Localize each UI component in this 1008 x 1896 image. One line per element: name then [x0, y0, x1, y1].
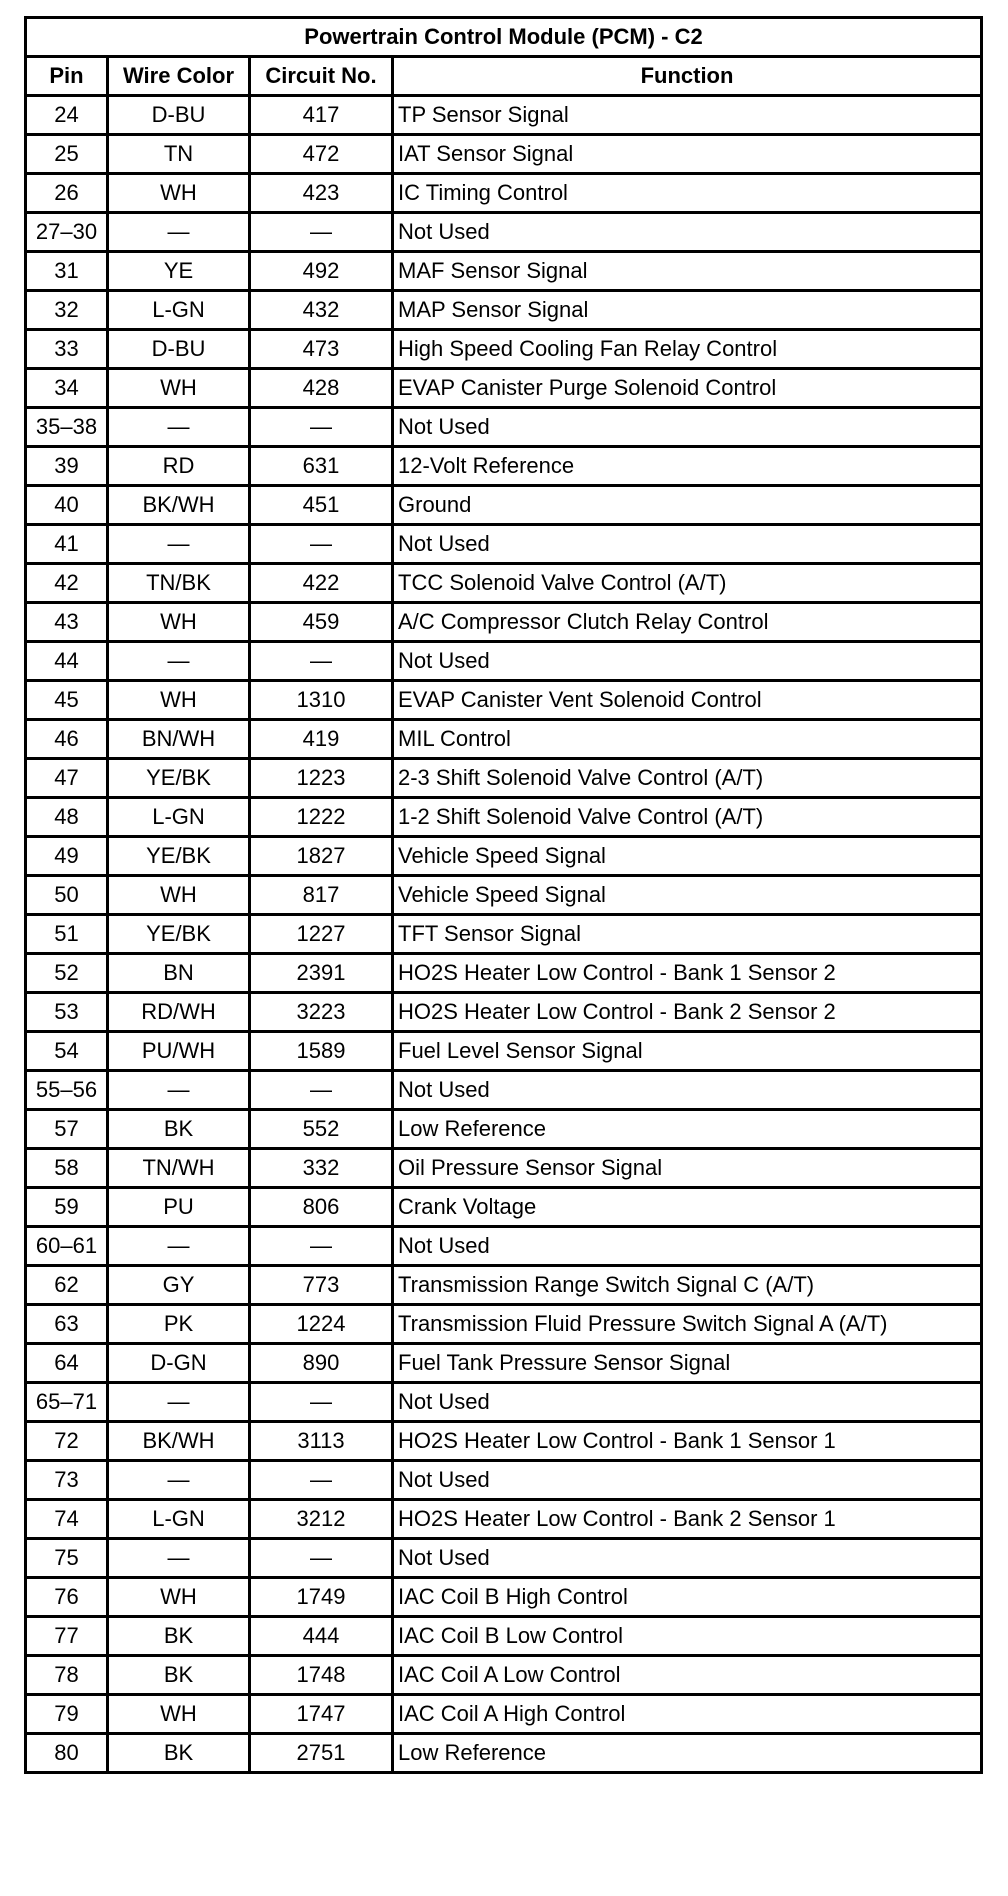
wire-color-cell: BN/WH: [108, 720, 250, 759]
pin-cell: 52: [26, 954, 108, 993]
table-title: Powertrain Control Module (PCM) - C2: [26, 18, 982, 57]
function-cell: Not Used: [393, 408, 982, 447]
circuit-number-cell: —: [250, 1383, 393, 1422]
pin-cell: 59: [26, 1188, 108, 1227]
circuit-number-cell: 473: [250, 330, 393, 369]
pin-cell: 76: [26, 1578, 108, 1617]
circuit-number-cell: 890: [250, 1344, 393, 1383]
wire-color-cell: WH: [108, 681, 250, 720]
circuit-number-cell: 3212: [250, 1500, 393, 1539]
table-row: [26, 252, 982, 291]
pin-cell: 57: [26, 1110, 108, 1149]
table-row: [26, 1734, 982, 1773]
function-cell: IAC Coil A High Control: [393, 1695, 982, 1734]
function-cell: TCC Solenoid Valve Control (A/T): [393, 564, 982, 603]
pin-cell: 24: [26, 96, 108, 135]
wire-color-cell: GY: [108, 1266, 250, 1305]
table-row: [26, 1344, 982, 1383]
circuit-number-cell: 1748: [250, 1656, 393, 1695]
table-row: [26, 798, 982, 837]
table-header-row: [26, 57, 982, 96]
circuit-number-cell: —: [250, 408, 393, 447]
pin-cell: 41: [26, 525, 108, 564]
table-row: [26, 759, 982, 798]
table-row: [26, 1383, 982, 1422]
circuit-number-cell: 332: [250, 1149, 393, 1188]
wire-color-cell: BK/WH: [108, 1422, 250, 1461]
header-circuit-no: Circuit No.: [250, 57, 393, 96]
wire-color-cell: TN/BK: [108, 564, 250, 603]
circuit-number-cell: 422: [250, 564, 393, 603]
pin-cell: 58: [26, 1149, 108, 1188]
table-row: [26, 1227, 982, 1266]
pin-cell: 32: [26, 291, 108, 330]
function-cell: 2-3 Shift Solenoid Valve Control (A/T): [393, 759, 982, 798]
pin-cell: 65–71: [26, 1383, 108, 1422]
circuit-number-cell: 1222: [250, 798, 393, 837]
function-cell: TP Sensor Signal: [393, 96, 982, 135]
pin-cell: 47: [26, 759, 108, 798]
function-cell: HO2S Heater Low Control - Bank 1 Sensor 2: [393, 954, 982, 993]
circuit-number-cell: —: [250, 1227, 393, 1266]
pin-cell: 62: [26, 1266, 108, 1305]
circuit-number-cell: —: [250, 213, 393, 252]
wire-color-cell: —: [108, 525, 250, 564]
function-cell: Not Used: [393, 1227, 982, 1266]
function-cell: MIL Control: [393, 720, 982, 759]
wire-color-cell: —: [108, 213, 250, 252]
pin-cell: 54: [26, 1032, 108, 1071]
function-cell: Low Reference: [393, 1734, 982, 1773]
table-row: [26, 876, 982, 915]
function-cell: HO2S Heater Low Control - Bank 2 Sensor 1: [393, 1500, 982, 1539]
circuit-number-cell: 817: [250, 876, 393, 915]
table-row: [26, 1539, 982, 1578]
circuit-number-cell: 444: [250, 1617, 393, 1656]
pin-cell: 42: [26, 564, 108, 603]
header-function: Function: [393, 57, 982, 96]
circuit-number-cell: 773: [250, 1266, 393, 1305]
function-cell: Not Used: [393, 1383, 982, 1422]
wire-color-cell: RD/WH: [108, 993, 250, 1032]
wire-color-cell: BK: [108, 1110, 250, 1149]
wire-color-cell: D-GN: [108, 1344, 250, 1383]
pin-cell: 43: [26, 603, 108, 642]
wire-color-cell: PK: [108, 1305, 250, 1344]
table-row: [26, 1188, 982, 1227]
function-cell: Oil Pressure Sensor Signal: [393, 1149, 982, 1188]
pin-cell: 73: [26, 1461, 108, 1500]
table-row: [26, 369, 982, 408]
function-cell: EVAP Canister Vent Solenoid Control: [393, 681, 982, 720]
function-cell: IAC Coil A Low Control: [393, 1656, 982, 1695]
wire-color-cell: TN: [108, 135, 250, 174]
wire-color-cell: —: [108, 1539, 250, 1578]
table-row: [26, 1578, 982, 1617]
table-row: [26, 642, 982, 681]
function-cell: MAF Sensor Signal: [393, 252, 982, 291]
pin-cell: 34: [26, 369, 108, 408]
pin-cell: 51: [26, 915, 108, 954]
wire-color-cell: L-GN: [108, 1500, 250, 1539]
table-body: [26, 96, 982, 1773]
header-pin: Pin: [26, 57, 108, 96]
wire-color-cell: —: [108, 1071, 250, 1110]
pin-cell: 46: [26, 720, 108, 759]
pin-table: [24, 16, 983, 1774]
circuit-number-cell: —: [250, 1539, 393, 1578]
pin-cell: 50: [26, 876, 108, 915]
wire-color-cell: BN: [108, 954, 250, 993]
function-cell: Not Used: [393, 1461, 982, 1500]
wire-color-cell: BK: [108, 1734, 250, 1773]
pin-cell: 33: [26, 330, 108, 369]
function-cell: Transmission Fluid Pressure Switch Signal A (A/T): [393, 1305, 982, 1344]
function-cell: 1-2 Shift Solenoid Valve Control (A/T): [393, 798, 982, 837]
circuit-number-cell: 459: [250, 603, 393, 642]
circuit-number-cell: 1223: [250, 759, 393, 798]
circuit-number-cell: —: [250, 525, 393, 564]
circuit-number-cell: 3223: [250, 993, 393, 1032]
table-row: [26, 1266, 982, 1305]
table-row: [26, 1305, 982, 1344]
pin-cell: 26: [26, 174, 108, 213]
circuit-number-cell: 1747: [250, 1695, 393, 1734]
table-row: [26, 291, 982, 330]
circuit-number-cell: 1827: [250, 837, 393, 876]
wire-color-cell: WH: [108, 174, 250, 213]
table-row: [26, 1149, 982, 1188]
table-row: [26, 1500, 982, 1539]
circuit-number-cell: 1749: [250, 1578, 393, 1617]
function-cell: HO2S Heater Low Control - Bank 2 Sensor 2: [393, 993, 982, 1032]
header-wire-color: Wire Color: [108, 57, 250, 96]
circuit-number-cell: 2391: [250, 954, 393, 993]
function-cell: Not Used: [393, 1071, 982, 1110]
wire-color-cell: L-GN: [108, 291, 250, 330]
wire-color-cell: RD: [108, 447, 250, 486]
table-row: [26, 1617, 982, 1656]
pin-cell: 53: [26, 993, 108, 1032]
function-cell: MAP Sensor Signal: [393, 291, 982, 330]
circuit-number-cell: 428: [250, 369, 393, 408]
function-cell: TFT Sensor Signal: [393, 915, 982, 954]
circuit-number-cell: 419: [250, 720, 393, 759]
circuit-number-cell: 552: [250, 1110, 393, 1149]
function-cell: Not Used: [393, 1539, 982, 1578]
wire-color-cell: WH: [108, 1695, 250, 1734]
function-cell: Vehicle Speed Signal: [393, 837, 982, 876]
table-row: [26, 1422, 982, 1461]
pin-cell: 27–30: [26, 213, 108, 252]
table-row: [26, 1695, 982, 1734]
circuit-number-cell: —: [250, 642, 393, 681]
table-row: [26, 408, 982, 447]
function-cell: Fuel Level Sensor Signal: [393, 1032, 982, 1071]
function-cell: Transmission Range Switch Signal C (A/T): [393, 1266, 982, 1305]
wire-color-cell: BK/WH: [108, 486, 250, 525]
pin-cell: 49: [26, 837, 108, 876]
table-row: [26, 135, 982, 174]
table-row: [26, 213, 982, 252]
pin-cell: 74: [26, 1500, 108, 1539]
wire-color-cell: WH: [108, 876, 250, 915]
circuit-number-cell: 423: [250, 174, 393, 213]
pin-cell: 77: [26, 1617, 108, 1656]
function-cell: 12-Volt Reference: [393, 447, 982, 486]
table-row: [26, 603, 982, 642]
function-cell: IAC Coil B High Control: [393, 1578, 982, 1617]
function-cell: EVAP Canister Purge Solenoid Control: [393, 369, 982, 408]
pin-cell: 39: [26, 447, 108, 486]
pin-cell: 80: [26, 1734, 108, 1773]
circuit-number-cell: 1227: [250, 915, 393, 954]
function-cell: IAC Coil B Low Control: [393, 1617, 982, 1656]
circuit-number-cell: —: [250, 1461, 393, 1500]
function-cell: Low Reference: [393, 1110, 982, 1149]
table-title-row: [26, 18, 982, 57]
table-row: [26, 330, 982, 369]
table-row: [26, 837, 982, 876]
wire-color-cell: L-GN: [108, 798, 250, 837]
table-row: [26, 915, 982, 954]
wire-color-cell: YE/BK: [108, 759, 250, 798]
function-cell: High Speed Cooling Fan Relay Control: [393, 330, 982, 369]
wire-color-cell: —: [108, 1227, 250, 1266]
function-cell: A/C Compressor Clutch Relay Control: [393, 603, 982, 642]
wire-color-cell: WH: [108, 369, 250, 408]
function-cell: Not Used: [393, 525, 982, 564]
pin-cell: 40: [26, 486, 108, 525]
function-cell: IC Timing Control: [393, 174, 982, 213]
function-cell: Ground: [393, 486, 982, 525]
wire-color-cell: YE/BK: [108, 915, 250, 954]
circuit-number-cell: 492: [250, 252, 393, 291]
pin-cell: 78: [26, 1656, 108, 1695]
pin-cell: 48: [26, 798, 108, 837]
table-row: [26, 486, 982, 525]
wire-color-cell: BK: [108, 1617, 250, 1656]
function-cell: Crank Voltage: [393, 1188, 982, 1227]
table-row: [26, 447, 982, 486]
function-cell: IAT Sensor Signal: [393, 135, 982, 174]
function-cell: Vehicle Speed Signal: [393, 876, 982, 915]
pin-cell: 31: [26, 252, 108, 291]
function-cell: Not Used: [393, 642, 982, 681]
pin-cell: 72: [26, 1422, 108, 1461]
function-cell: HO2S Heater Low Control - Bank 1 Sensor 1: [393, 1422, 982, 1461]
wire-color-cell: —: [108, 642, 250, 681]
function-cell: Fuel Tank Pressure Sensor Signal: [393, 1344, 982, 1383]
pin-cell: 55–56: [26, 1071, 108, 1110]
table-row: [26, 1656, 982, 1695]
table-row: [26, 1461, 982, 1500]
wire-color-cell: YE/BK: [108, 837, 250, 876]
circuit-number-cell: —: [250, 1071, 393, 1110]
table-row: [26, 1032, 982, 1071]
wire-color-cell: WH: [108, 603, 250, 642]
circuit-number-cell: 1310: [250, 681, 393, 720]
wire-color-cell: TN/WH: [108, 1149, 250, 1188]
wire-color-cell: D-BU: [108, 96, 250, 135]
pin-cell: 44: [26, 642, 108, 681]
circuit-number-cell: 432: [250, 291, 393, 330]
circuit-number-cell: 1224: [250, 1305, 393, 1344]
table-row: [26, 954, 982, 993]
wire-color-cell: —: [108, 1461, 250, 1500]
pin-cell: 79: [26, 1695, 108, 1734]
circuit-number-cell: 472: [250, 135, 393, 174]
pin-cell: 35–38: [26, 408, 108, 447]
wire-color-cell: —: [108, 408, 250, 447]
circuit-number-cell: 417: [250, 96, 393, 135]
pin-cell: 45: [26, 681, 108, 720]
wire-color-cell: BK: [108, 1656, 250, 1695]
pin-cell: 25: [26, 135, 108, 174]
wire-color-cell: YE: [108, 252, 250, 291]
pin-cell: 75: [26, 1539, 108, 1578]
table-row: [26, 720, 982, 759]
function-cell: Not Used: [393, 213, 982, 252]
circuit-number-cell: 451: [250, 486, 393, 525]
table-row: [26, 681, 982, 720]
pin-cell: 63: [26, 1305, 108, 1344]
wire-color-cell: —: [108, 1383, 250, 1422]
pin-cell: 64: [26, 1344, 108, 1383]
circuit-number-cell: 631: [250, 447, 393, 486]
table-row: [26, 1110, 982, 1149]
table-row: [26, 174, 982, 213]
circuit-number-cell: 1589: [250, 1032, 393, 1071]
table-row: [26, 1071, 982, 1110]
circuit-number-cell: 806: [250, 1188, 393, 1227]
table-row: [26, 564, 982, 603]
circuit-number-cell: 3113: [250, 1422, 393, 1461]
wire-color-cell: PU/WH: [108, 1032, 250, 1071]
wire-color-cell: D-BU: [108, 330, 250, 369]
table-row: [26, 993, 982, 1032]
wire-color-cell: WH: [108, 1578, 250, 1617]
table-row: [26, 96, 982, 135]
wire-color-cell: PU: [108, 1188, 250, 1227]
pin-cell: 60–61: [26, 1227, 108, 1266]
table-row: [26, 525, 982, 564]
circuit-number-cell: 2751: [250, 1734, 393, 1773]
